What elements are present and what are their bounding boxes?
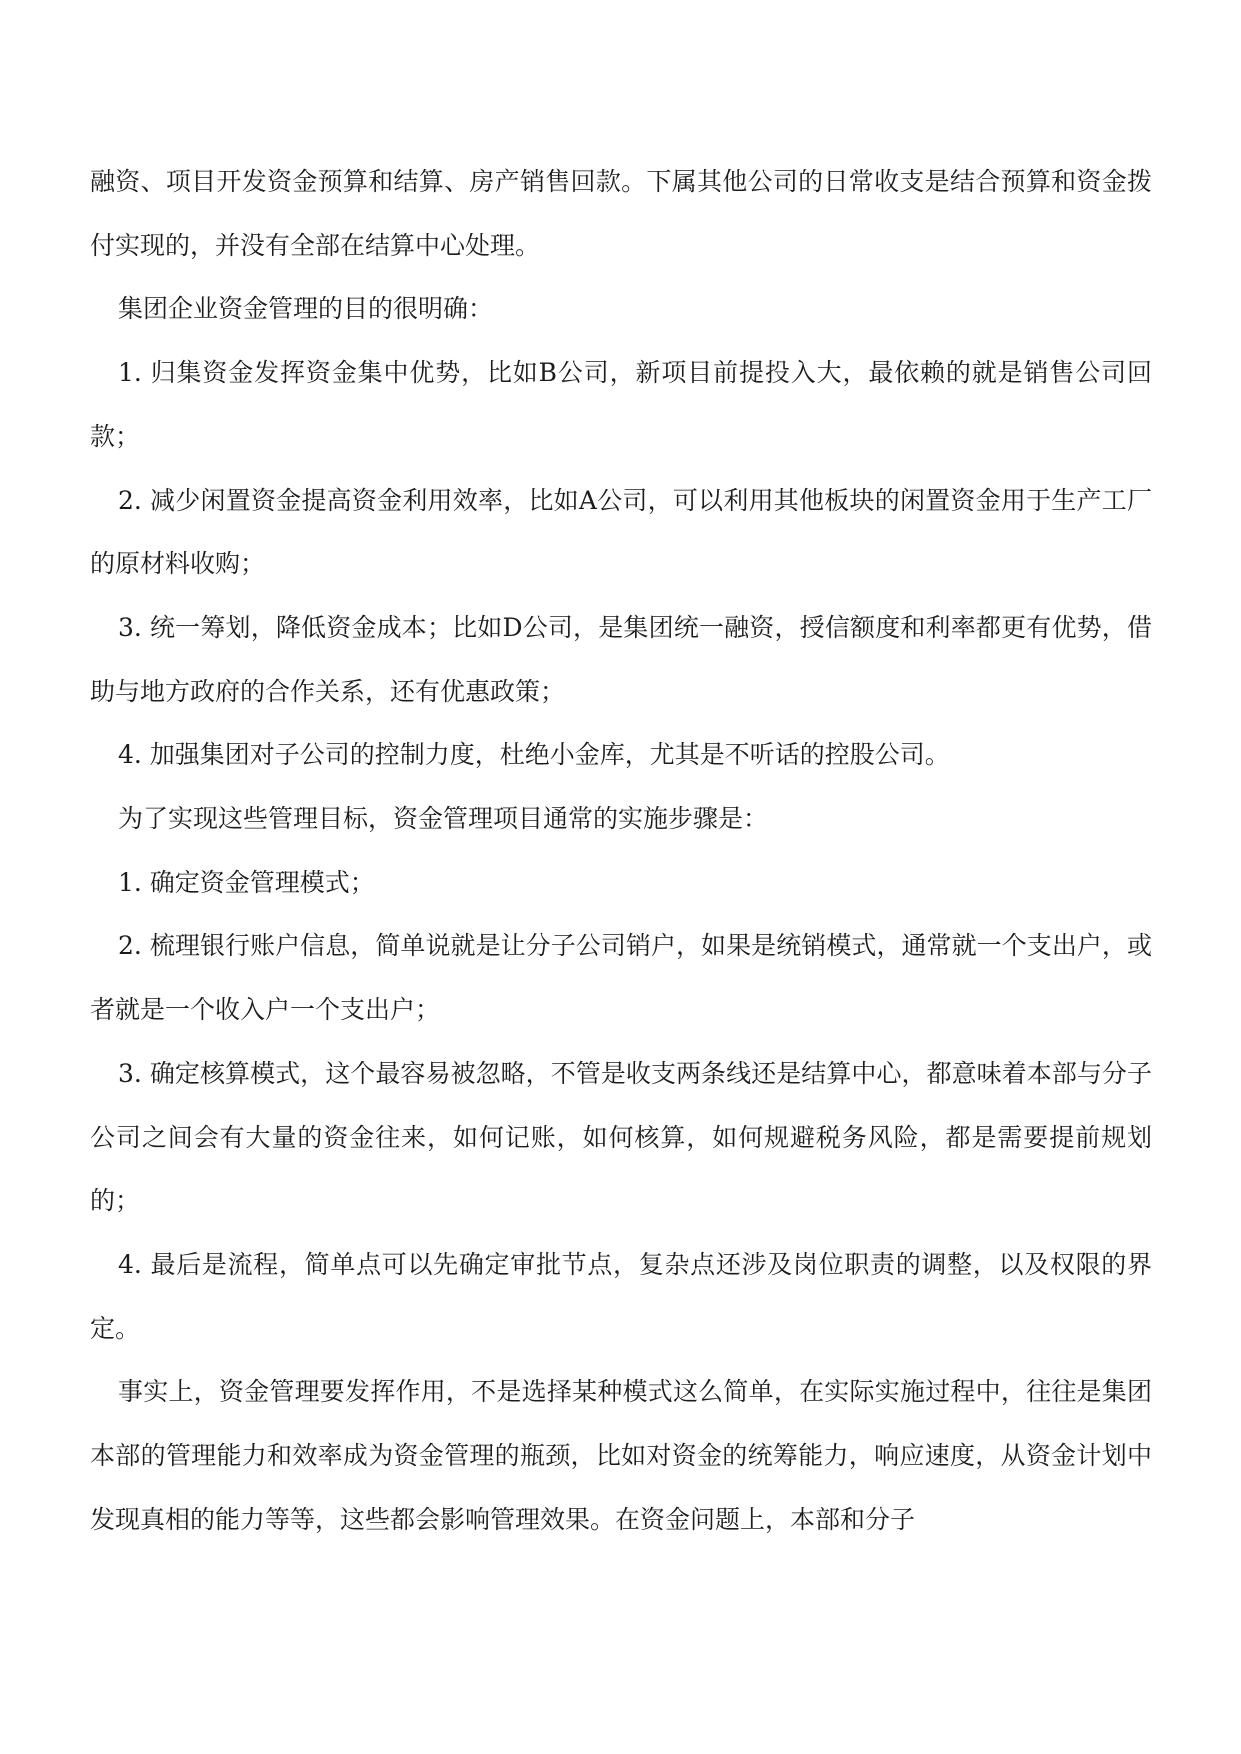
paragraph-conclusion: 事实上，资金管理要发挥作用，不是选择某种模式这么简单，在实际实施过程中，往往是集团本部的管理能力和效率成为资金管理的瓶颈，比如对资金的统筹能力，响应速度，从资金计划中发现真相的能力等等，这些都会影响管理效果。在资金问题上，本部和分子 — [90, 1377, 1152, 1534]
paragraph-steps-intro: 为了实现这些管理目标，资金管理项目通常的实施步骤是： — [118, 804, 769, 834]
paragraph-step-4: 4. 最后是流程，简单点可以先确定审批节点，复杂点还涉及岗位职责的调整，以及权限的界定。 — [90, 1249, 1152, 1343]
paragraph-step-2: 2. 梳理银行账户信息，简单说就是让分子公司销户，如果是统销模式，通常就一个支出户，或者就是一个收入户一个支出户； — [90, 931, 1152, 1025]
paragraph-step-3: 3. 确定核算模式，这个最容易被忽略，不管是收支两条线还是结算中心，都意味着本部与分子公司之间会有大量的资金往来，如何记账，如何核算，如何规避税务风险，都是需要提前规划的； — [90, 1058, 1152, 1216]
paragraph-step-1: 1. 确定资金管理模式； — [118, 867, 375, 897]
document-body — [90, 150, 1152, 1551]
paragraph-goal-1: 1. 归集资金发挥资金集中优势，比如B公司，新项目前提投入大，最依赖的就是销售公司回款； — [90, 358, 1152, 451]
paragraph-goal-4: 4. 加强集团对子公司的控制力度，杜绝小金库，尤其是不听话的控股公司。 — [118, 740, 950, 770]
paragraph-goal-3: 3. 统一筹划，降低资金成本；比如D公司，是集团统一融资，授信额度和利率都更有优势，借助与地方政府的合作关系，还有优惠政策； — [90, 612, 1152, 706]
paragraph-goals-intro: 集团企业资金管理的目的很明确： — [118, 294, 494, 324]
paragraph-goal-2: 2. 减少闲置资金提高资金利用效率，比如A公司，可以利用其他板块的闲置资金用于生产工厂的原材料收购； — [90, 485, 1152, 579]
paragraph-continuation: 融资、项目开发资金预算和结算、房产销售回款。下属其他公司的日常收支是结合预算和资金拨付实现的，并没有全部在结算中心处理。 — [90, 167, 1152, 260]
